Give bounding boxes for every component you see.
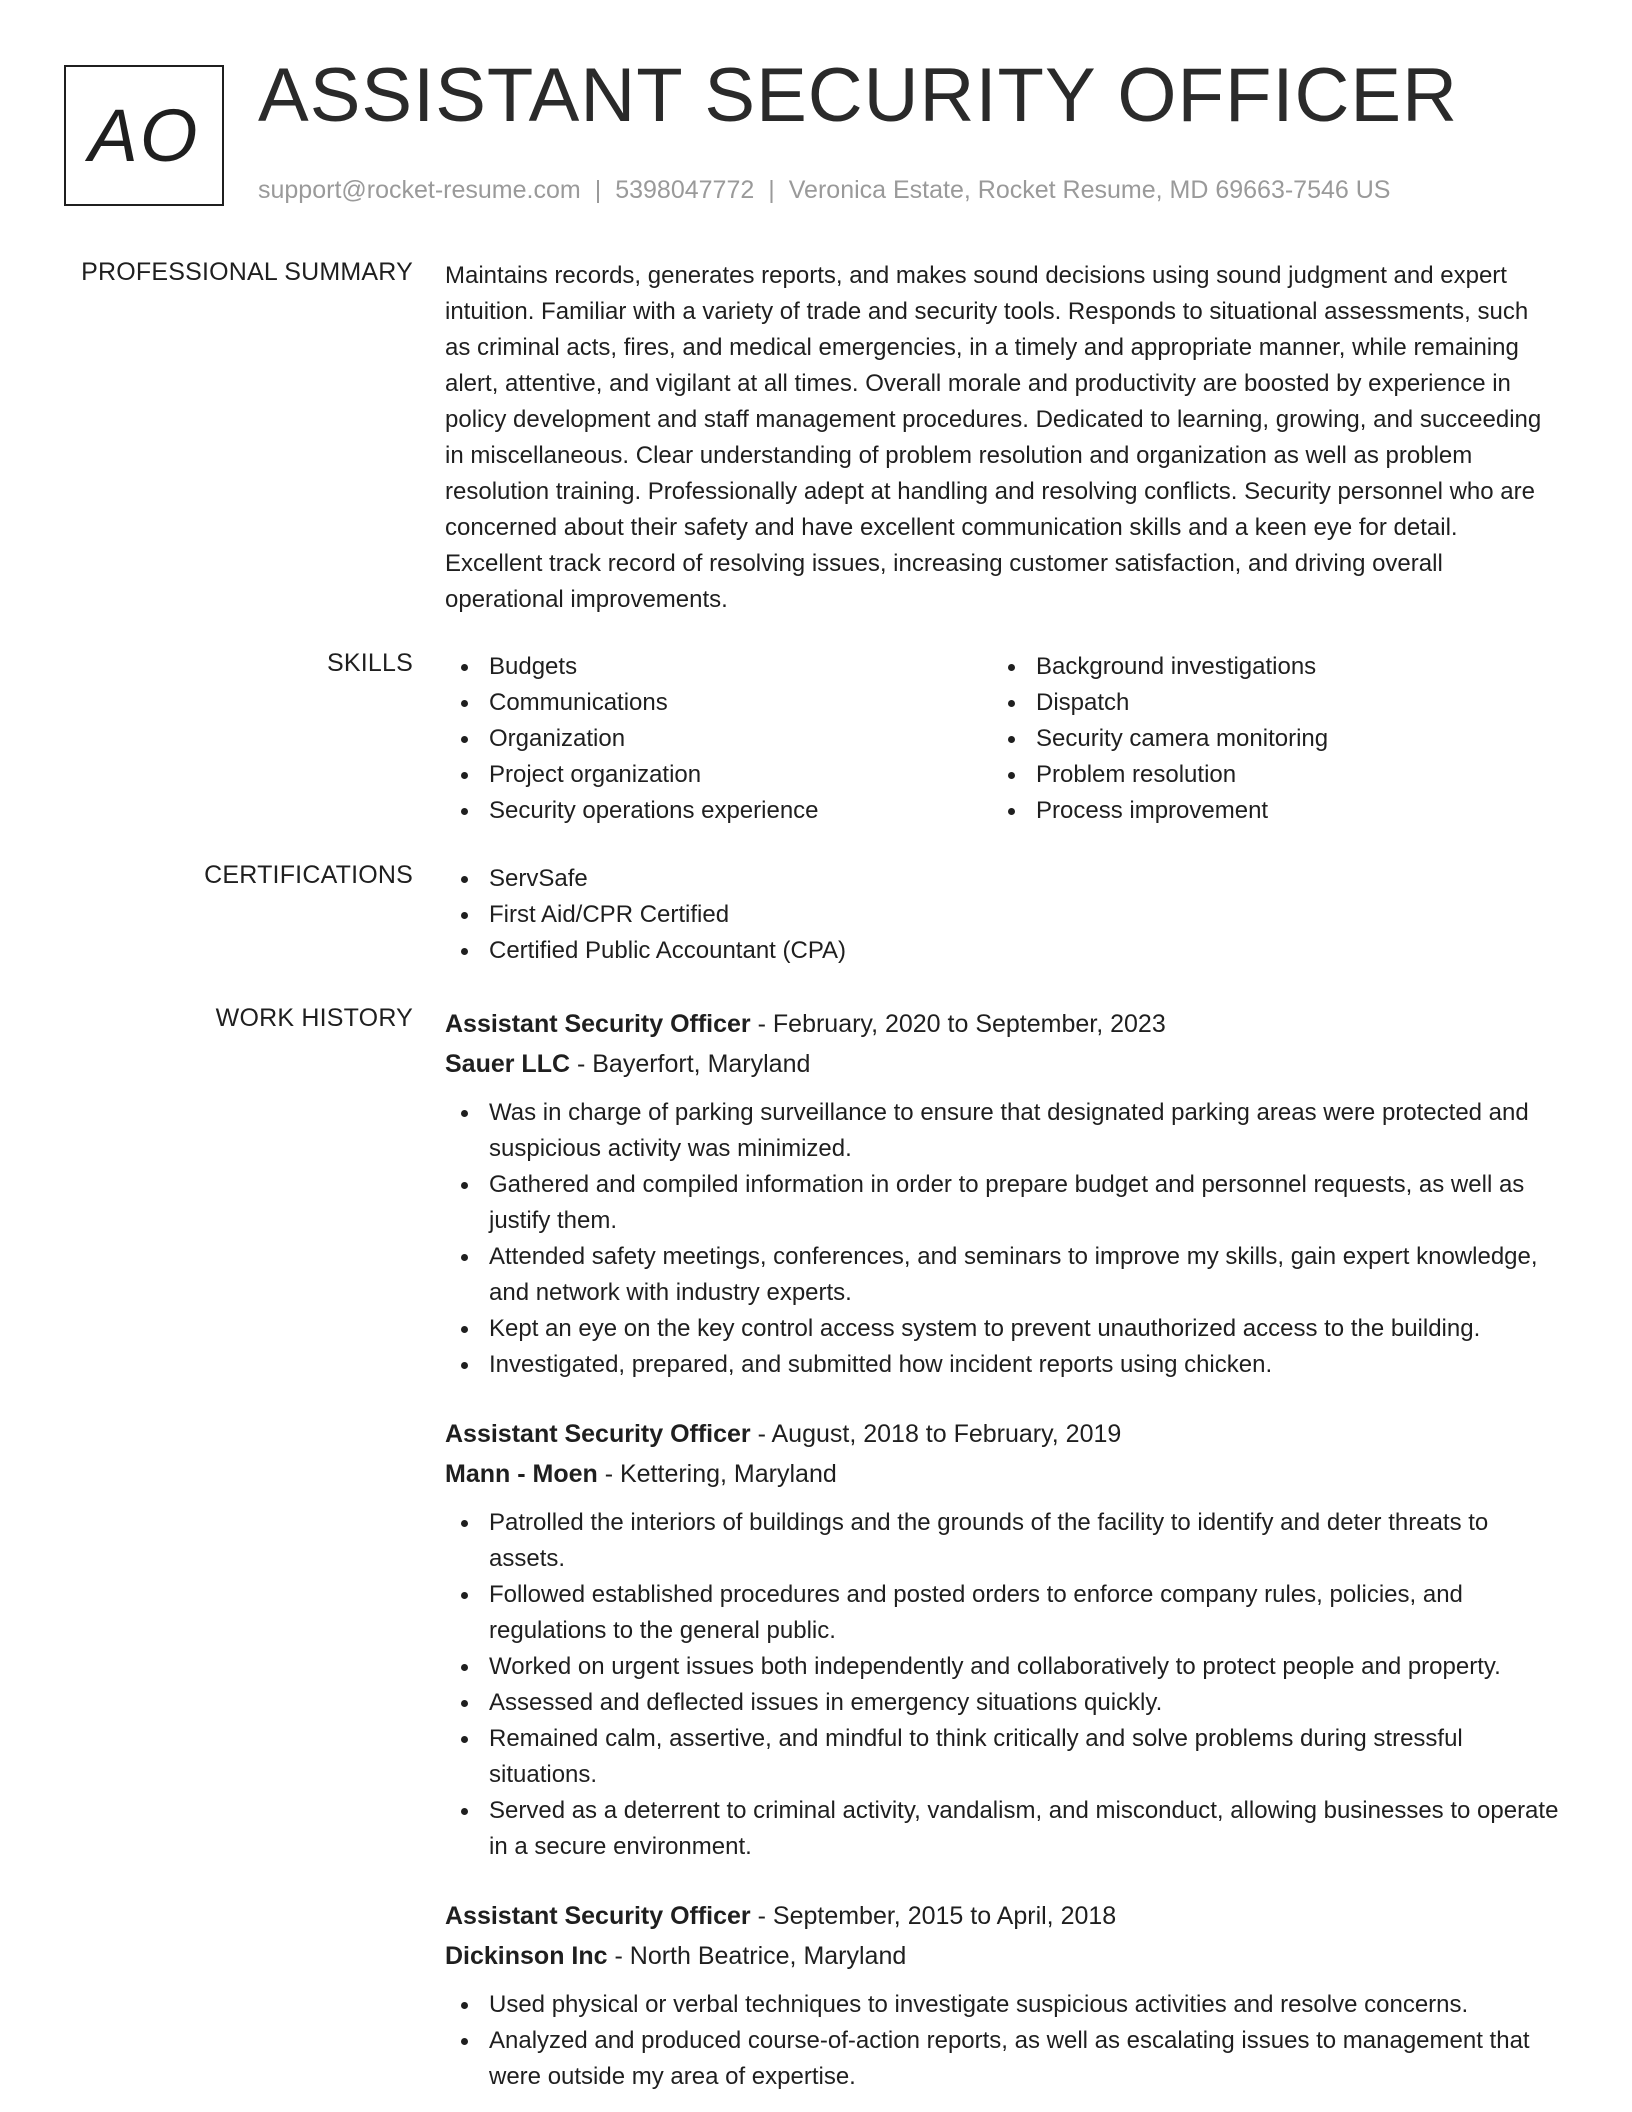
- job-duty-item: Remained calm, assertive, and mindful to think critically and solve problems during stressful situations.: [445, 1721, 1560, 1793]
- skill-item: Project organization: [445, 757, 992, 793]
- contact-separator: |: [768, 176, 775, 204]
- job-dates: - February, 2020 to September, 2023: [750, 1010, 1166, 1038]
- job-duties-list: [445, 1505, 1560, 1865]
- job-duty-item: Assessed and deflected issues in emergency situations quickly.: [445, 1685, 1560, 1721]
- job-entry: [445, 1004, 1560, 1383]
- certification-item: Certified Public Accountant (CPA): [445, 933, 1560, 969]
- contact-phone[interactable]: 5398047772: [615, 176, 755, 204]
- job-duties-list: [445, 1095, 1560, 1383]
- job-duty-item: Attended safety meetings, conferences, and seminars to improve my skills, gain expert knowledge, and network with industry experts.: [445, 1239, 1560, 1311]
- contact-email[interactable]: support@rocket-resume.com: [258, 176, 581, 204]
- skill-item: Communications: [445, 685, 992, 721]
- job-title-line: [445, 1414, 1560, 1454]
- job-company-line: [445, 1936, 1560, 1976]
- job-title: Assistant Security Officer: [445, 1902, 751, 1930]
- skill-item: Organization: [445, 721, 992, 757]
- job-title-line: [445, 1896, 1560, 1936]
- skill-item: Budgets: [445, 649, 992, 685]
- job-duty-item: Investigated, prepared, and submitted how incident reports using chicken.: [445, 1347, 1560, 1383]
- skills-label: SKILLS: [327, 649, 413, 677]
- job-company: Dickinson Inc: [445, 1942, 608, 1970]
- contact-line: [258, 176, 1390, 205]
- job-duty-item: Kept an eye on the key control access system to prevent unauthorized access to the building.: [445, 1311, 1560, 1347]
- job-title: Assistant Security Officer: [445, 1010, 751, 1038]
- job-duty-item: Gathered and compiled information in order to prepare budget and personnel requests, as well as justify them.: [445, 1167, 1560, 1239]
- certification-item: ServSafe: [445, 861, 1560, 897]
- skill-item: Security camera monitoring: [992, 721, 1539, 757]
- job-title-line: [445, 1004, 1560, 1044]
- skill-item: Dispatch: [992, 685, 1539, 721]
- skill-item: Background investigations: [992, 649, 1539, 685]
- job-company-line: [445, 1454, 1560, 1494]
- resume-name-heading: ASSISTANT SECURITY OFFICER: [258, 53, 1458, 138]
- job-dates: - August, 2018 to February, 2019: [750, 1420, 1122, 1448]
- contact-address: Veronica Estate, Rocket Resume, MD 69663-7546 US: [788, 176, 1391, 204]
- summary-text: Maintains records, generates reports, and makes sound decisions using sound judgment and expert intuition. Familiar with a variety of trade and security tools. Responds to situational assessments, such as criminal acts, fires, and medical emergencies, in a timely and appropriate manner, while remaining alert, attentive, and vigilant at all times. Overall morale and productivity are boosted by experience in policy development and staff management procedures. Dedicated to learning, growing, and succeeding in miscellaneous. Clear understanding of problem resolution and organization as well as problem resolution training. Professionally adept at handling and resolving conflicts. Security personnel who are concerned about their safety and have excellent communication skills and a keen eye for detail. Excellent track record of resolving issues, increasing customer satisfaction, and driving overall operational improvements.: [445, 262, 1542, 613]
- job-duty-item: Followed established procedures and posted orders to enforce company rules, policies, and regulations to the general public.: [445, 1577, 1560, 1649]
- certifications-list: [445, 861, 1560, 969]
- job-duty-item: Used physical or verbal techniques to investigate suspicious activities and resolve concerns.: [445, 1987, 1560, 2023]
- certifications-label: CERTIFICATIONS: [204, 861, 413, 889]
- job-entry: [445, 1414, 1560, 1865]
- job-title: Assistant Security Officer: [445, 1420, 751, 1448]
- work-history-label: WORK HISTORY: [215, 1004, 413, 1032]
- skill-item: Security operations experience: [445, 793, 992, 829]
- skill-item: Problem resolution: [992, 757, 1539, 793]
- job-duty-item: Worked on urgent issues both independently and collaboratively to protect people and property.: [445, 1649, 1560, 1685]
- skills-list-left: [445, 649, 992, 829]
- job-duties-list: [445, 1987, 1560, 2095]
- skill-item: Process improvement: [992, 793, 1539, 829]
- job-duty-item: Served as a deterrent to criminal activity, vandalism, and misconduct, allowing businesses to operate in a secure environment.: [445, 1793, 1560, 1865]
- job-duty-item: Analyzed and produced course-of-action reports, as well as escalating issues to management that were outside my area of expertise.: [445, 2023, 1560, 2095]
- job-location: - North Beatrice, Maryland: [607, 1942, 907, 1970]
- job-duty-item: Was in charge of parking surveillance to ensure that designated parking areas were protected and suspicious activity was minimized.: [445, 1095, 1560, 1167]
- summary-label: PROFESSIONAL SUMMARY: [81, 258, 413, 286]
- skills-list-right: [992, 649, 1539, 829]
- job-company: Sauer LLC: [445, 1050, 571, 1078]
- job-company-line: [445, 1044, 1560, 1084]
- certification-item: First Aid/CPR Certified: [445, 897, 1560, 933]
- job-duty-item: Patrolled the interiors of buildings and the grounds of the facility to identify and deter threats to assets.: [445, 1505, 1560, 1577]
- monogram-box: [64, 65, 224, 206]
- job-company: Mann - Moen: [445, 1460, 598, 1488]
- job-entry: [445, 1896, 1560, 2095]
- job-dates: - September, 2015 to April, 2018: [750, 1902, 1117, 1930]
- contact-separator: |: [594, 176, 602, 204]
- job-location: - Kettering, Maryland: [597, 1460, 837, 1488]
- job-location: - Bayerfort, Maryland: [570, 1050, 811, 1078]
- monogram-initials: AO: [88, 94, 200, 177]
